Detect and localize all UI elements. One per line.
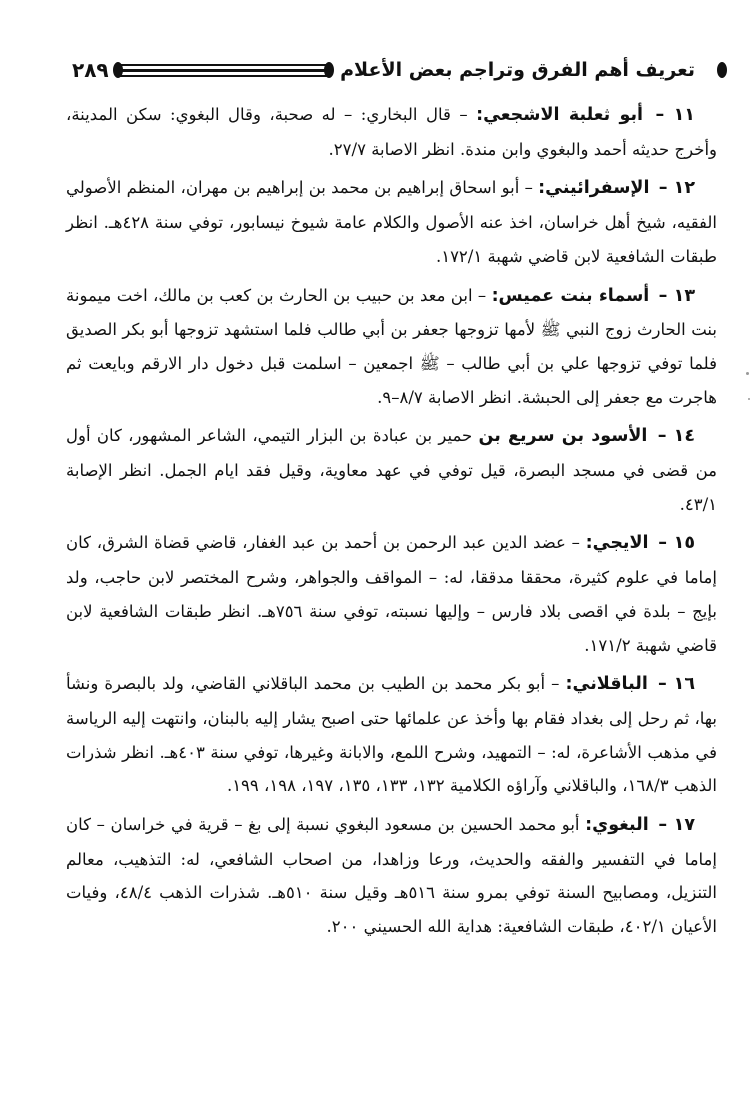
entry-name: البغوي: xyxy=(585,815,649,836)
header-ornament-right xyxy=(703,63,725,77)
header-title: تعريف أهم الفرق وتراجم بعض الأعلام xyxy=(340,59,695,81)
entry-text: – ابن معد بن حبيب بن الحارث بن كعب بن مالك، اخت ميمونة بنت الحارث زوج النبي ﷺ لأمها تزوجها جعفر بن أبي طالب فلما استشهد تزوجها أبو بكر الصديق فلما توفي تزوجها علي بن أبي طالب – ﷺ اجمعين – اسلمت قبل دخول دار الارقم وبايعت ثم هاجرت مع جعفر إلى الحبشة. انظر الاصابة ٨/٧–٩. xyxy=(66,285,717,407)
entry-number: ١٥ – xyxy=(658,533,696,554)
page-number: ٢٨٩ xyxy=(72,58,109,82)
entry xyxy=(66,171,717,273)
entry-text: – قال البخاري: – له صحبة، وقال البغوي: سكن المدينة، وأخرج حديثه أحمد والبغوي وابن مندة. انظر الاصابة ٢٧/٧. xyxy=(66,105,717,159)
running-header xyxy=(68,52,725,88)
entry-name: الايجي: xyxy=(585,533,649,554)
entry xyxy=(66,279,717,415)
entry-name: الإسفرائيني: xyxy=(538,178,650,199)
entry xyxy=(66,419,717,521)
entry-text: حمير بن عبادة بن البزار التيمي، الشاعر المشهور، كان أول من قضى في مسجد البصرة، قيل توفي في عهد معاوية، وقيل فقد ايام الجمل. انظر الإصابة ٤٣/١. xyxy=(66,426,717,514)
entry-number: ١١ – xyxy=(655,105,695,125)
entry-name: أسماء بنت عميس: xyxy=(491,285,650,306)
entry-number: ١٦ – xyxy=(657,674,696,695)
scan-speck xyxy=(746,372,749,375)
entry xyxy=(66,98,717,166)
entry xyxy=(66,808,717,944)
entry-text: – عضد الدين عبد الرحمن بن أحمد بن عبد الغفار، قاضي قضاة الشرق، كان إماما في علوم كثيرة، محققا مدققا، له: – المواقف والجواهر، وشرح المختصر لابن حاجب، ولد بإيج – بلدة في اقصى بلاد فارس – وإليها نسبته، توفي سنة ٧٥٦هـ. انظر طبقات الشافعية لابن قاضي شهبة ١٧١/٢. xyxy=(66,533,718,655)
entry xyxy=(66,667,717,803)
entry-text: – أبو اسحاق إبراهيم بن محمد بن إبراهيم بن مهران، المنظم الأصولي الفقيه، شيخ أهل خراسان، اخذ عنه الأصول والكلام عامة شيوخ نيسابور، توفي سنة ٤٢٨هـ. انظر طبقات الشافعية لابن قاضي شهبة ١٧٢/١. xyxy=(66,178,717,266)
entry-text: – أبو بكر محمد بن الطيب بن محمد الباقلاني القاضي، ولد بالبصرة ونشأ بها، ثم رحل إلى بغداد فقام بها وأخذ عن علمائها حتى اصبح يشار إليه بالبنان، وانتهت إليه الرياسة في مذهب الأشاعرة، له: – التمهيد، وشرح اللمع، والابانة وغيرها، توفي سنة ٤٠٣هـ. انظر شذرات الذهب ١٦٨/٣، والباقلاني وآراؤه الكلامية ١٣٢، ١٣٣، ١٣٥، ١٩٧، ١٩٨، ١٩٩. xyxy=(66,674,717,796)
header-rule xyxy=(117,63,331,77)
entry-text: أبو محمد الحسين بن مسعود البغوي نسبة إلى بغ – قرية في خراسان – كان إماما في التفسير والفقه والحديث، ورعا وزاهدا، من اصحاب الشافعي، له: التذهيب، معالم التنزيل، ومصابيح السنة توفي بمرو سنة ٥١٦هـ وقيل سنة ٥١٠هـ. شذرات الذهب ٤٨/٤، وفيات الأعيان ٤٠٢/١، طبقات الشافعية: هداية الله الحسيني ٢٠٠. xyxy=(66,815,718,937)
entry-number: ١٤ – xyxy=(657,426,696,447)
entry-number: ١٧ – xyxy=(658,815,696,836)
entry-number: ١٢ – xyxy=(658,178,696,199)
entry-name: الأسود بن سريع بن xyxy=(478,426,648,447)
scan-speck xyxy=(748,398,750,400)
entry xyxy=(66,526,717,662)
entry-name: الباقلاني: xyxy=(565,674,648,695)
entries-list xyxy=(66,98,717,949)
entry-name: أبو ثعلبة الاشجعي: xyxy=(476,105,644,125)
entry-number: ١٣ – xyxy=(658,285,696,306)
